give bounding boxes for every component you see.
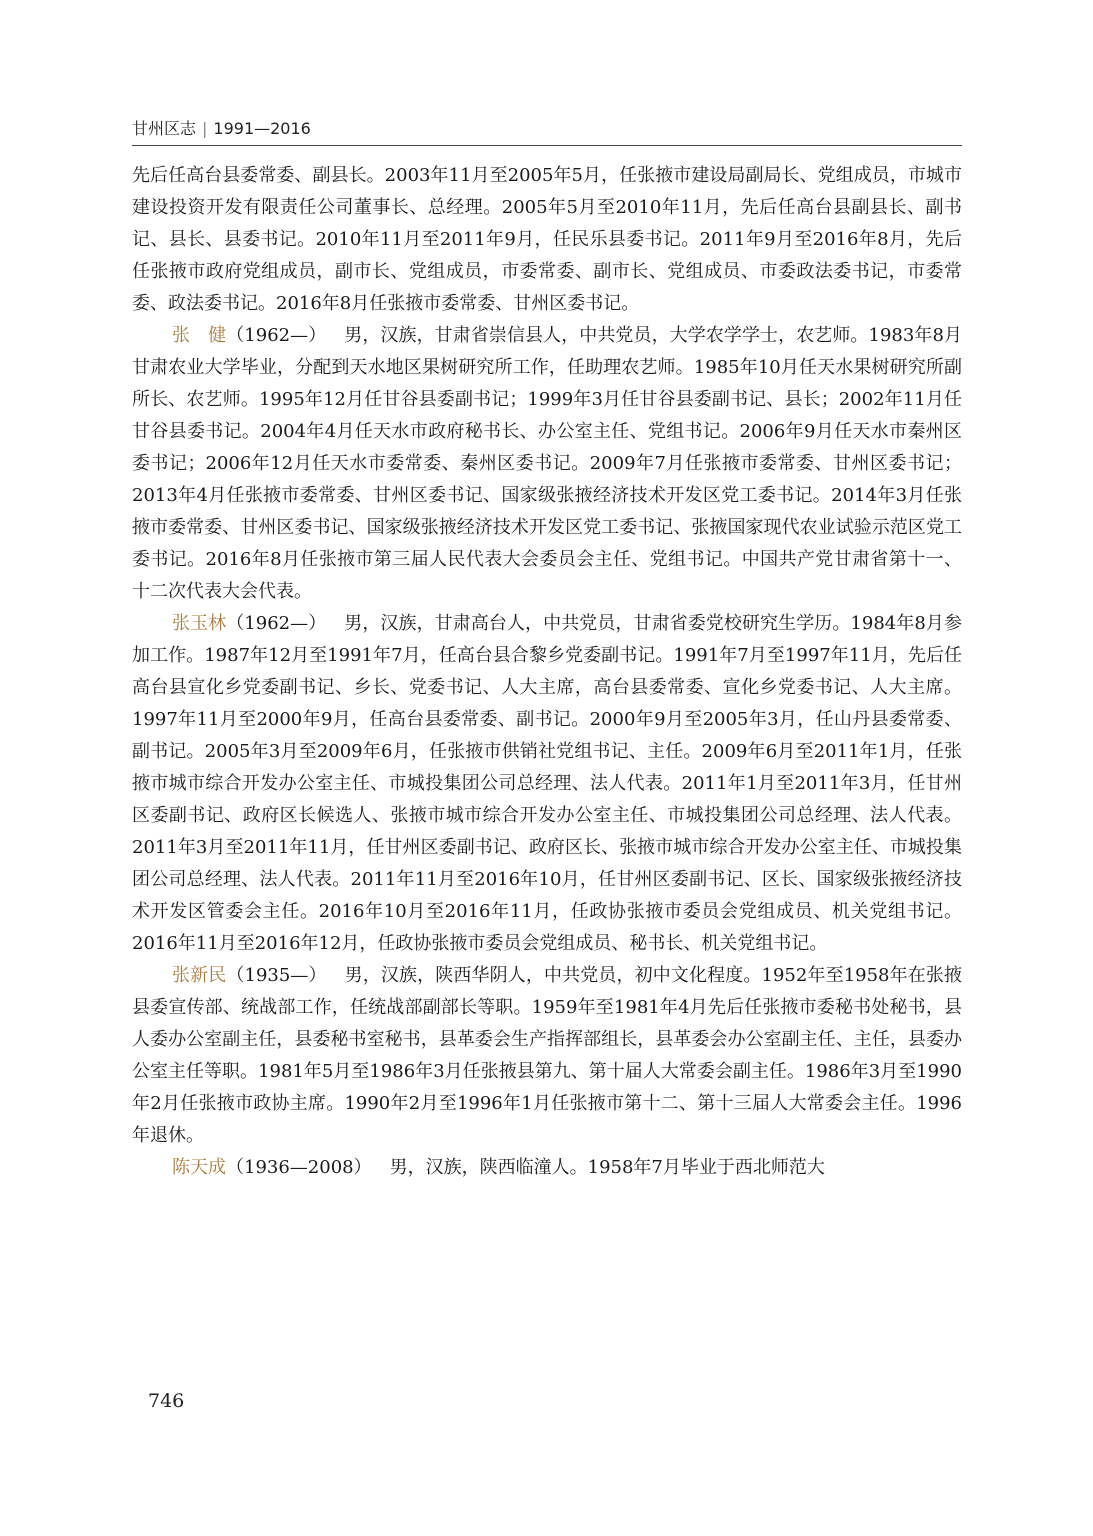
person-years: （1936—2008） [226,1157,372,1178]
person-years: （1935—） [226,965,327,986]
biography-entry [132,960,962,1152]
paragraph-text: 先后任高台县委常委、副县长。2003年11月至2005年5月，任张掖市建设局副局长、党组成员，市城市建设投资开发有限责任公司董事长、总经理。2005年5月至2010年11月，先后任高台县副县长、副书记、县长、县委书记。2010年11月至2011年9月，任民乐县委书记。2011年9月至2016年8月，先后任张掖市政府党组成员，副市长、党组成员，市委常委、副市长、党组成员、市委政法委书记，市委常委、政法委书记。2016年8月任张掖市委常委、甘州区委书记。 [132,165,962,314]
biography-text: 男，汉族，陕西临潼人。1958年7月毕业于西北师范大 [389,1157,825,1178]
biography-entry [132,320,962,608]
biography-entry [132,608,962,960]
page-number: 746 [148,1390,185,1412]
person-years: （1962—） [226,325,327,346]
person-name: 张 健 [172,325,227,346]
person-name: 陈天成 [172,1157,226,1178]
running-header [132,118,962,140]
person-name: 张玉林 [172,613,227,634]
header-rule [132,145,962,146]
person-name: 张新民 [172,965,227,986]
biography-entry [132,1152,962,1184]
biography-text: 男，汉族，甘肃省崇信县人，中共党员，大学农学学士，农艺师。1983年8月甘肃农业大学毕业，分配到天水地区果树研究所工作，任助理农艺师。1985年10月任天水果树研究所副所长、农艺师。1995年12月任甘谷县委副书记；1999年3月任甘谷县委副书记、县长；2002年11月任甘谷县委书记。2004年4月任天水市政府秘书长、办公室主任、党组书记。2006年9月任天水市秦州区委书记；2006年12月任天水市委常委、秦州区委书记。2009年7月任张掖市委常委、甘州区委书记；2013年4月任张掖市委常委、甘州区委书记、国家级张掖经济技术开发区党工委书记。2014年3月任张掖市委常委、甘州区委书记、国家级张掖经济技术开发区党工委书记、张掖国家现代农业试验示范区党工委书记。2016年8月任张掖市第三届人民代表大会委员会主任、党组书记。中国共产党甘肃省第十一、十二次代表大会代表。 [132,325,962,602]
book-years: 1991—2016 [213,119,311,138]
biography-text: 男，汉族，陕西华阴人，中共党员，初中文化程度。1952年至1958年在张掖县委宣传部、统战部工作，任统战部副部长等职。1959年至1981年4月先后任张掖市委秘书处秘书，县人委办公室副主任，县委秘书室秘书，县革委会生产指挥部组长，县革委会办公室副主任、主任，县委办公室主任等职。1981年5月至1986年3月任张掖县第九、第十届人大常委会副主任。1986年3月至1990年2月任张掖市政协主席。1990年2月至1996年1月任张掖市第十二、第十三届人大常委会主任。1996年退休。 [132,965,963,1146]
header-separator: | [202,119,208,138]
person-years: （1962—） [226,613,327,634]
biography-text: 男，汉族，甘肃高台人，中共党员，甘肃省委党校研究生学历。1984年8月参加工作。1987年12月至1991年7月，任高台县合黎乡党委副书记。1991年7月至1997年11月，先后任高台县宣化乡党委副书记、乡长、党委书记、人大主席，高台县委常委、宣化乡党委书记、人大主席。1997年11月至2000年9月，任高台县委常委、副书记。2000年9月至2005年3月，任山丹县委常委、副书记。2005年3月至2009年6月，任张掖市供销社党组书记、主任。2009年6月至2011年1月，任张掖市城市综合开发办公室主任、市城投集团公司总经理、法人代表。2011年1月至2011年3月，任甘州区委副书记、政府区长候选人、张掖市城市综合开发办公室主任、市城投集团公司总经理、法人代表。2011年3月至2011年11月，任甘州区委副书记、政府区长、张掖市城市综合开发办公室主任、市城投集团公司总经理、法人代表。2011年11月至2016年10月，任甘州区委副书记、区长、国家级张掖经济技术开发区管委会主任。2016年10月至2016年11月，任政协张掖市委员会党组成员、机关党组书记。2016年11月至2016年12月，任政协张掖市委员会党组成员、秘书长、机关党组书记。 [132,613,962,954]
page-body [132,160,962,1184]
paragraph-continued [132,160,962,320]
book-title: 甘州区志 [132,119,197,138]
